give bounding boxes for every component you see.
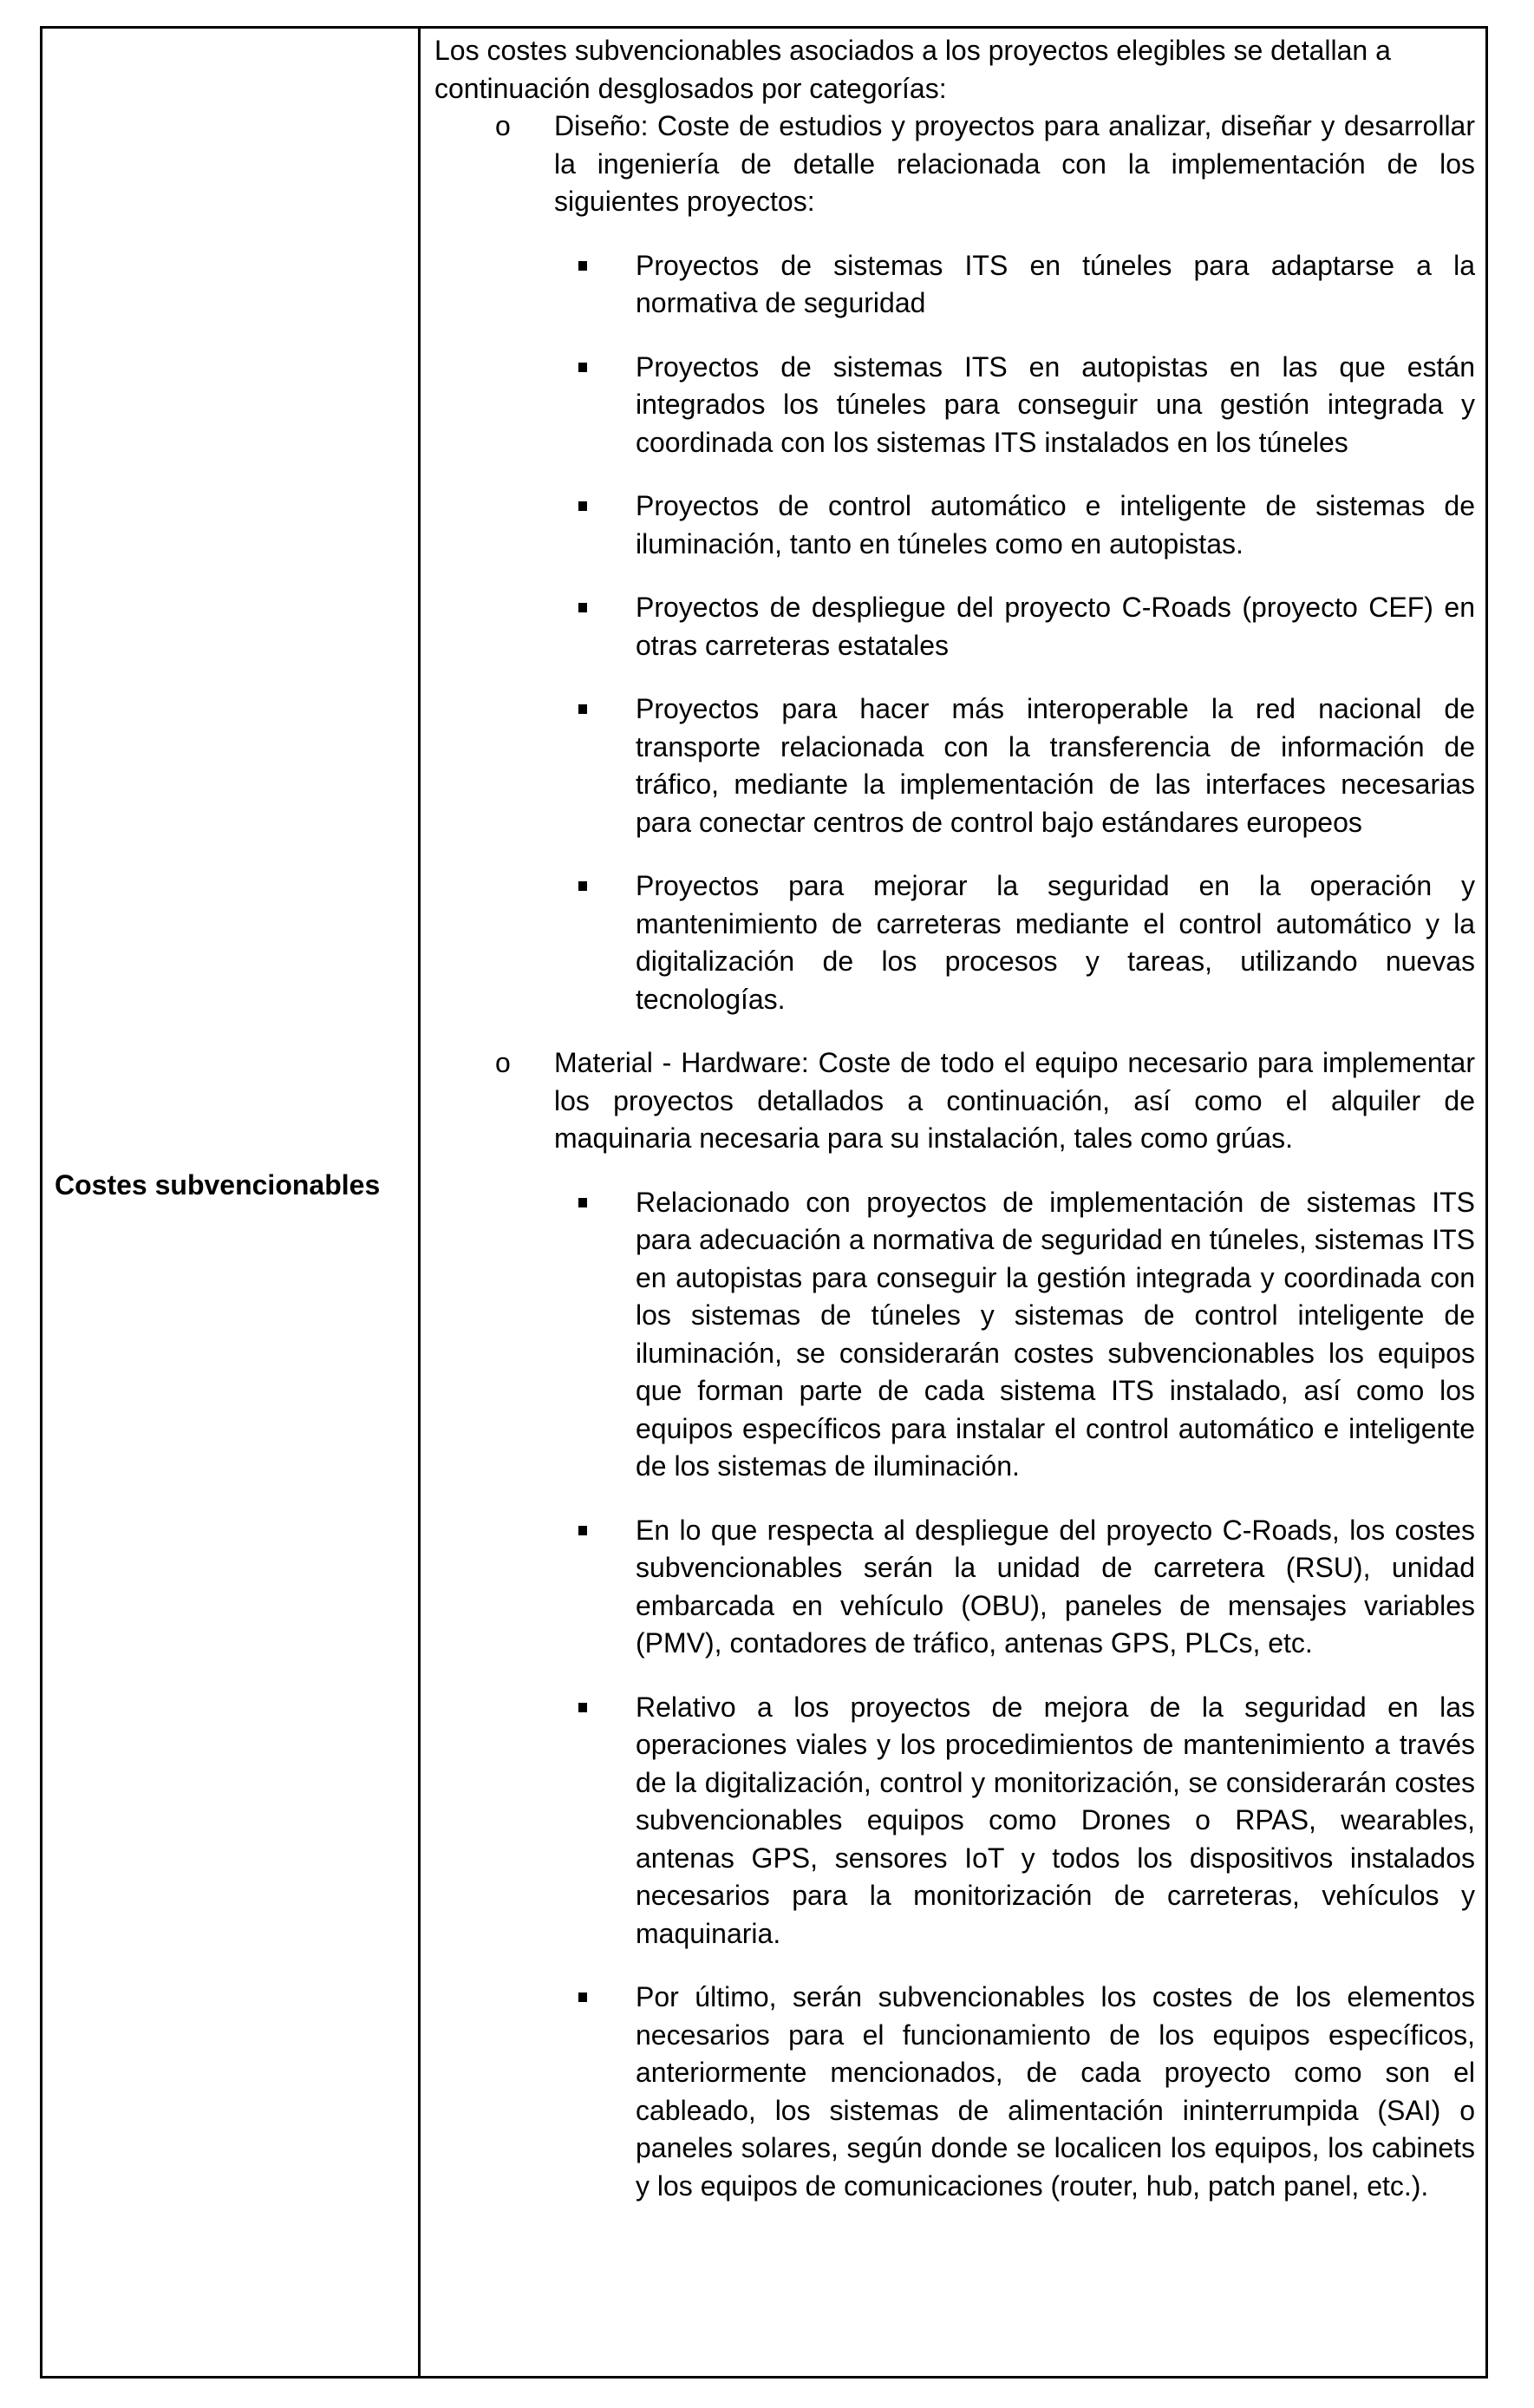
list-item-text: Proyectos para mejorar la seguridad en la operación y mantenimiento de carreteras mediante el control automático y la digitalización de los procesos y tareas, utilizando nuevas tecnologías.: [636, 870, 1475, 1015]
list-item-text: Por último, serán subvencionables los costes de los elementos necesarios para el funcionamiento de los equipos específicos, anteriormente mencionados, de cada proyecto como son el cableado, los sistemas de alimentación ininterrumpida (SAI) o paneles solares, según donde se localicen los equipos, los cabinets y los equipos de comunicaciones (router, hub, patch panel, etc.).: [636, 1981, 1475, 2202]
square-bullet-icon: [578, 1198, 587, 1207]
category-design: [434, 108, 1475, 221]
list-item: [434, 487, 1475, 563]
square-bullet-icon: [578, 704, 587, 714]
category-design-text: Diseño: Coste de estudios y proyectos para analizar, diseñar y desarrollar la ingeniería de detalle relacionada con la implementación de los siguientes proyectos:: [554, 110, 1475, 217]
hardware-cost-list: [434, 1184, 1475, 2206]
square-bullet-icon: [578, 363, 587, 372]
list-item-text: Proyectos de control automático e inteligente de sistemas de iluminación, tanto en túneles como en autopistas.: [636, 490, 1475, 559]
square-bullet-icon: [578, 501, 587, 511]
square-bullet-icon: [578, 1992, 587, 2002]
square-bullet-icon: [578, 1526, 587, 1535]
list-item: [434, 867, 1475, 1018]
costs-table: [40, 26, 1488, 2379]
list-item: [434, 1184, 1475, 1486]
square-bullet-icon: [578, 1703, 587, 1712]
list-item-text: En lo que respecta al despliegue del proyecto C-Roads, los costes subvencionables serán la unidad de carretera (RSU), unidad embarcada en vehículo (OBU), paneles de mensajes variables (PMV), contadores de tráfico, antenas GPS, PLCs, etc.: [636, 1514, 1475, 1659]
list-item: [434, 1512, 1475, 1663]
square-bullet-icon: [578, 881, 587, 891]
list-item: [434, 247, 1475, 323]
list-item-text: Proyectos para hacer más interoperable la red nacional de transporte relacionada con la transferencia de información de tráfico, mediante la implementación de las interfaces necesarias para conectar centros de control bajo estándares europeos: [636, 693, 1475, 838]
circle-bullet-icon: o: [495, 110, 511, 141]
list-item: [434, 1689, 1475, 1953]
category-hardware: [434, 1044, 1475, 1158]
list-item: [434, 1979, 1475, 2205]
list-item-text: Relativo a los proyectos de mejora de la seguridad en las operaciones viales y los procedimientos de mantenimiento a través de la digitalización, control y monitorización, se considerarán costes subvencionables equipos como Drones o RPAS, wearables, antenas GPS, sensores IoT y todos los dispositivos instalados necesarios para la monitorización de carreteras, vehículos y maquinaria.: [636, 1691, 1475, 1949]
list-item: [434, 690, 1475, 841]
row-label-cell: [42, 29, 421, 2376]
design-project-list: [434, 247, 1475, 1019]
category-hardware-text: Material - Hardware: Coste de todo el equipo necesario para implementar los proyectos detallados a continuación, así como el alquiler de maquinaria necesaria para su instalación, tales como grúas.: [554, 1047, 1475, 1154]
circle-bullet-icon: o: [495, 1047, 511, 1078]
intro-paragraph: Los costes subvencionables asociados a los proyectos elegibles se detallan a continuación desglosados por categorías:: [434, 35, 1391, 104]
list-item: [434, 589, 1475, 664]
row-content-cell: [421, 29, 1485, 2376]
list-item-text: Proyectos de sistemas ITS en túneles para adaptarse a la normativa de seguridad: [636, 249, 1475, 318]
square-bullet-icon: [578, 603, 587, 612]
list-item: [434, 349, 1475, 462]
list-item-text: Proyectos de despliegue del proyecto C-Roads (proyecto CEF) en otras carreteras estatales: [636, 592, 1475, 661]
list-item-text: Proyectos de sistemas ITS en autopistas en las que están integrados los túneles para conseguir una gestión integrada y coordinada con los sistemas ITS instalados en los túneles: [636, 350, 1475, 458]
row-label: Costes subvencionables: [55, 1169, 381, 1201]
square-bullet-icon: [578, 261, 587, 271]
list-item-text: Relacionado con proyectos de implementación de sistemas ITS para adecuación a normativa de seguridad en túneles, sistemas ITS en autopistas para conseguir la gestión integrada y coordinada con los sistemas de túneles y sistemas de control inteligente de iluminación, se considerarán costes subvencionables los equipos que forman parte de cada sistema ITS instalado, así como los equipos específicos para instalar el control automático e inteligente de los sistemas de iluminación.: [636, 1186, 1475, 1482]
